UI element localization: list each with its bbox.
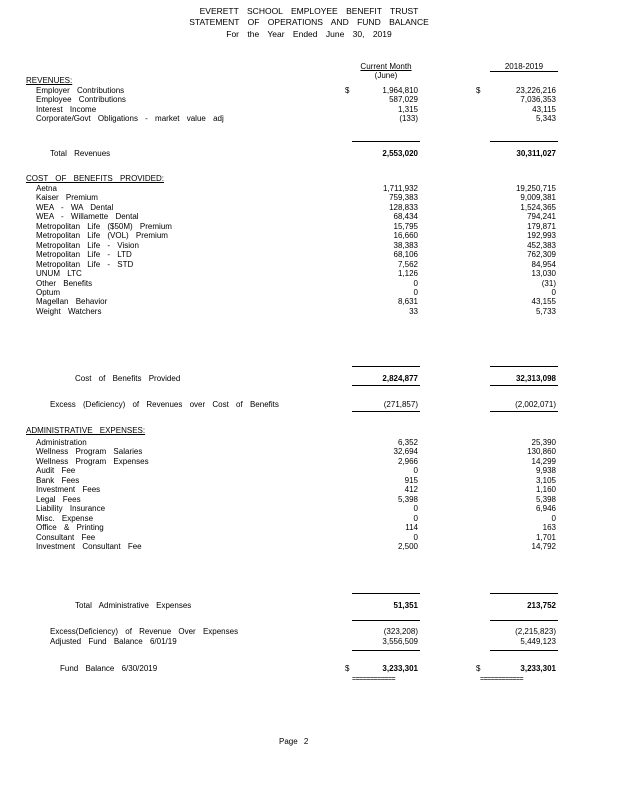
excess-ytd: (2,002,071)	[515, 400, 556, 409]
admin-row-ytd: 6,946	[535, 504, 556, 514]
benefit-row-ytd: 1,524,365	[520, 202, 556, 212]
admin-row-label: Legal Fees	[36, 494, 81, 504]
report-title-line3: For the Year Ended June 30, 2019	[226, 29, 392, 39]
admin-row-label: Wellness Program Salaries	[36, 447, 143, 457]
admin-row-ytd: 14,792	[531, 541, 556, 551]
column-header-current-sub: (June)	[374, 71, 398, 80]
total-admin-current: 51,351	[393, 601, 418, 610]
benefit-row-ytd: 84,954	[531, 259, 556, 269]
admin-row-ytd: 163	[542, 523, 556, 533]
column-header-ytd: 2018-2019	[504, 62, 544, 71]
admin-row-current: 32,694	[393, 447, 418, 457]
revenue-row-current: 587,029	[389, 95, 418, 105]
benefit-row-ytd: 192,993	[527, 231, 556, 241]
revenue-row-ytd: 5,343	[535, 114, 556, 124]
admin-row-ytd: 0	[551, 513, 556, 523]
admin-row-ytd: 25,390	[531, 438, 556, 447]
report-title-line2: STATEMENT OF OPERATIONS AND FUND BALANCE	[189, 17, 429, 27]
excess-current: (271,857)	[383, 400, 418, 409]
fund-balance-label: Fund Balance 6/30/2019	[60, 664, 158, 673]
admin-heading: ADMINISTRATIVE EXPENSES:	[26, 426, 146, 435]
admin-row-label: Office & Printing	[36, 523, 104, 533]
benefit-row-current: 128,833	[389, 202, 418, 212]
revenue-row-current: 1,964,810	[382, 86, 418, 95]
adjusted-fund-balance-current: 3,556,509	[382, 637, 418, 646]
revenues-heading: REVENUES:	[26, 76, 73, 85]
admin-row-label: Audit Fee	[36, 466, 76, 476]
admin-row-current: 5,398	[397, 494, 418, 504]
admin-row-label: Investment Consultant Fee	[36, 541, 142, 551]
benefit-row-label: Other Benefits	[36, 278, 93, 288]
admin-row-ytd: 3,105	[535, 475, 556, 485]
revenue-row-current: (133)	[399, 114, 418, 124]
admin-row-current: 0	[413, 504, 418, 514]
fund-balance-current: 3,233,301	[382, 664, 418, 673]
benefit-row-ytd: 5,733	[535, 306, 556, 316]
benefit-row-current: 0	[413, 287, 418, 297]
benefit-row-ytd: 762,309	[527, 250, 556, 260]
benefit-row-ytd: 43,155	[531, 297, 556, 307]
fund-balance-ytd: 3,233,301	[520, 664, 556, 673]
admin-row-current: 114	[405, 523, 418, 533]
benefit-row-current: 8,631	[397, 297, 418, 307]
total-revenues-ytd: 30,311,027	[516, 149, 556, 158]
benefit-row-label: Optum	[36, 287, 61, 297]
summary-excess-label: Excess(Deficiency) of Revenue Over Expenses	[50, 627, 239, 636]
double-underline-ytd: ============	[480, 676, 524, 683]
admin-row-ytd: 9,938	[535, 466, 556, 476]
summary-excess-current: (323,208)	[383, 627, 418, 636]
total-admin-label: Total Administrative Expenses	[75, 601, 192, 610]
admin-row-label: Administration	[36, 438, 87, 447]
admin-subtotal-rule-current	[352, 593, 420, 594]
benefit-row-current: 15,795	[393, 221, 418, 231]
dollar-sign: $	[345, 86, 350, 95]
benefit-row-label: Metropolitan Life - LTD	[36, 250, 132, 260]
adjusted-fund-balance-ytd: 5,449,123	[520, 637, 556, 646]
admin-row-current: 0	[413, 513, 418, 523]
benefit-row-current: 68,106	[393, 250, 418, 260]
benefit-row-label: UNUM LTC	[36, 269, 82, 279]
column-header-current: Current Month	[360, 62, 412, 71]
benefit-row-current: 759,383	[389, 193, 418, 203]
double-underline-current: ============	[352, 676, 396, 683]
total-revenues-current: 2,553,020	[382, 149, 418, 158]
benefit-row-label: Metropolitan Life - STD	[36, 259, 134, 269]
admin-row-ytd: 1,160	[535, 485, 556, 495]
admin-total-rule-ytd	[490, 620, 558, 621]
cost-of-benefits-ytd: 32,313,098	[515, 374, 556, 383]
cost-of-benefits-label: Cost of Benefits Provided	[75, 374, 181, 383]
admin-row-label: Liability Insurance	[36, 504, 106, 514]
benefits-subtotal-rule-ytd	[490, 366, 558, 367]
page-number: Page 2	[279, 737, 309, 746]
admin-row-current: 0	[413, 466, 418, 476]
benefits-total-rule-ytd	[490, 385, 558, 386]
dollar-sign: $	[345, 664, 350, 673]
admin-total-rule-current	[352, 620, 420, 621]
benefit-row-ytd: 179,871	[527, 221, 556, 231]
revenue-row-ytd: 43,115	[532, 104, 556, 114]
benefit-row-label: WEA - WA Dental	[36, 202, 114, 212]
benefit-row-ytd: 19,250,715	[515, 184, 556, 193]
excess-label: Excess (Deficiency) of Revenues over Cost of Benefits	[50, 400, 279, 409]
benefits-subtotal-rule-current	[352, 366, 420, 367]
admin-row-label: Investment Fees	[36, 485, 101, 495]
admin-row-current: 2,966	[397, 456, 418, 466]
admin-row-current: 6,352	[397, 438, 418, 447]
benefit-row-ytd: 452,383	[527, 240, 556, 250]
admin-row-ytd: 5,398	[535, 494, 556, 504]
admin-row-label: Misc. Expense	[36, 513, 94, 523]
revenue-row-label: Employer Contributions	[36, 86, 125, 95]
benefit-row-label: WEA - Willamette Dental	[36, 212, 139, 222]
benefit-row-current: 0	[413, 278, 418, 288]
benefit-row-label: Metropolitan Life - Vision	[36, 240, 139, 250]
total-admin-ytd: 213,752	[527, 601, 556, 610]
benefit-row-ytd: 794,241	[527, 212, 556, 222]
benefit-row-current: 16,660	[393, 231, 418, 241]
benefit-row-ytd: 9,009,381	[520, 193, 556, 203]
benefit-row-current: 33	[409, 306, 418, 316]
revenue-row-label: Employee Contributions	[36, 95, 126, 105]
admin-row-ytd: 1,701	[535, 532, 556, 542]
dollar-sign: $	[476, 86, 481, 95]
benefits-heading: COST OF BENEFITS PROVIDED:	[26, 174, 164, 183]
dollar-sign: $	[476, 664, 481, 673]
benefit-row-label: Metropolitan Life ($50M) Premium	[36, 221, 172, 231]
revenue-row-ytd: 23,226,216	[515, 86, 556, 95]
excess-rule-ytd	[490, 411, 558, 412]
benefit-row-ytd: 13,030	[531, 269, 556, 279]
admin-row-current: 0	[413, 532, 418, 542]
benefit-row-ytd: 0	[551, 287, 556, 297]
excess-rule-current	[352, 411, 420, 412]
revenue-subtotal-rule-current	[352, 141, 420, 142]
report-title-line1: EVERETT SCHOOL EMPLOYEE BENEFIT TRUST	[199, 6, 419, 16]
benefit-row-label: Kaiser Premium	[36, 193, 98, 203]
revenue-row-label: Corporate/Govt Obligations - market value adj	[36, 114, 224, 124]
summary-rule-current	[352, 650, 420, 651]
benefit-row-current: 68,434	[393, 212, 418, 222]
revenue-row-label: Interest Income	[36, 104, 97, 114]
benefit-row-current: 1,126	[397, 269, 418, 279]
summary-excess-ytd: (2,215,823)	[515, 627, 556, 636]
admin-row-ytd: 14,299	[531, 456, 556, 466]
summary-rule-ytd	[490, 650, 558, 651]
admin-row-current: 2,500	[397, 541, 418, 551]
adjusted-fund-balance-label: Adjusted Fund Balance 6/01/19	[50, 637, 177, 646]
benefits-total-rule-current	[352, 385, 420, 386]
cost-of-benefits-current: 2,824,877	[382, 374, 418, 383]
benefit-row-current: 38,383	[393, 240, 418, 250]
benefit-row-current: 7,562	[397, 259, 418, 269]
admin-row-current: 412	[404, 485, 418, 495]
revenue-row-current: 1,315	[397, 104, 418, 114]
admin-row-label: Bank Fees	[36, 475, 80, 485]
admin-row-label: Wellness Program Expenses	[36, 456, 149, 466]
total-revenues-label: Total Revenues	[50, 149, 111, 158]
admin-row-label: Consultant Fee	[36, 532, 96, 542]
benefit-row-label: Weight Watchers	[36, 306, 102, 316]
benefit-row-label: Aetna	[36, 184, 57, 193]
admin-subtotal-rule-ytd	[490, 593, 558, 594]
admin-row-current: 915	[404, 475, 418, 485]
revenue-row-ytd: 7,036,353	[520, 95, 556, 105]
benefit-row-label: Metropolitan Life (VOL) Premium	[36, 231, 168, 241]
column-header-ytd-underline	[490, 71, 558, 72]
benefit-row-current: 1,711,932	[383, 184, 418, 193]
admin-row-ytd: 130,860	[527, 447, 556, 457]
revenue-subtotal-rule-ytd	[490, 141, 558, 142]
benefit-row-label: Magellan Behavior	[36, 297, 108, 307]
benefit-row-ytd: (31)	[541, 278, 556, 288]
